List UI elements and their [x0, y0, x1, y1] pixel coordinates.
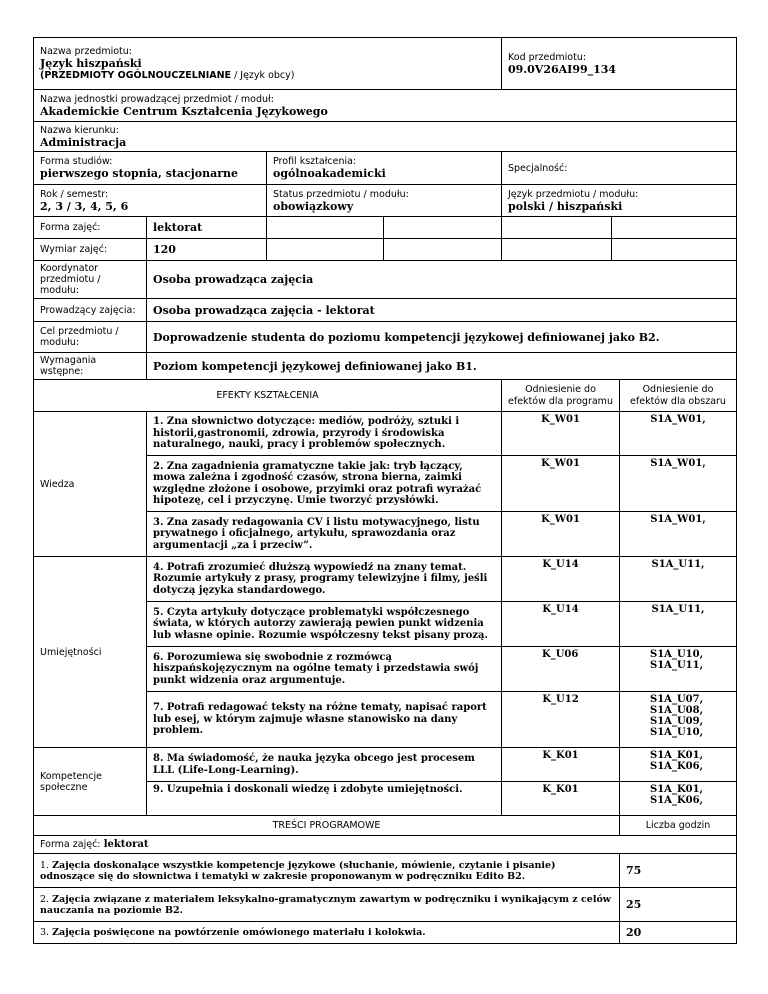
hours-value: 120 [147, 239, 267, 261]
effect-5: 5. Czyta artykuły dotyczące problematyki współczesnego świata, w których autorzy zawierają pewien punkt widzenia lub własne opinie. Rozumie współczesny tekst pisany prozą. [147, 602, 502, 647]
effects-col-program: Odniesienie do efektów dla programu [502, 380, 620, 412]
group-social: Kompetencje społeczne [34, 748, 147, 816]
form-value: pierwszego stopnia, stacjonarne [40, 167, 239, 180]
content-form-label: Forma zajęć: [40, 838, 101, 850]
content-row-3 [34, 922, 620, 944]
effect-2-area: S1A_W01, [620, 456, 737, 512]
req-value: Poziom kompetencji językowej definiowanej jako B1. [147, 353, 737, 380]
content-form-value: lektorat [103, 838, 149, 850]
effect-8-area: S1A_K01, S1A_K06, [620, 748, 737, 782]
effect-6-area: S1A_U10, S1A_U11, [620, 647, 737, 692]
effect-2-program: K_W01 [502, 456, 620, 512]
content-table [33, 815, 737, 944]
subject-group-rest: / Język obcy) [231, 70, 295, 81]
content-heading: TREŚCI PROGRAMOWE [34, 816, 620, 836]
lang-label: Język przedmiotu / modułu: [508, 188, 639, 200]
year-cell [34, 185, 267, 217]
group-knowledge: Wiedza [34, 412, 147, 557]
effect-5-area: S1A_U11, [620, 602, 737, 647]
profile-cell [267, 152, 502, 185]
header-table [33, 37, 737, 217]
content-row-1-hours: 75 [620, 854, 737, 888]
effect-9-area: S1A_K01, S1A_K06, [620, 782, 737, 816]
year-label: Rok / semestr: [40, 188, 109, 200]
content-row-3-num: 3. [40, 927, 50, 938]
content-row-3-text: Zajęcia poświęcone na powtórzenie omówionego materiału i kolokwia. [52, 927, 426, 938]
lang-cell [502, 185, 737, 217]
content-row-1-num: 1. [40, 859, 50, 871]
content-row-1 [34, 854, 620, 888]
code-cell [502, 38, 737, 90]
group-skills: Umiejętności [34, 557, 147, 748]
teacher-value: Osoba prowadząca zajęcia - lektorat [147, 299, 737, 322]
effect-8-program: K_K01 [502, 748, 620, 782]
effect-7-area: S1A_U07, S1A_U08, S1A_U09, S1A_U10, [620, 692, 737, 748]
code-label: Kod przedmiotu: [508, 51, 587, 63]
class-form-value: lektorat [147, 217, 267, 239]
effect-7-program: K_U12 [502, 692, 620, 748]
class-form-label: Forma zajęć: [34, 217, 147, 239]
effect-1-program: K_W01 [502, 412, 620, 456]
unit-value: Akademickie Centrum Kształcenia Językowego [40, 104, 328, 118]
year-value: 2, 3 / 3, 4, 5, 6 [40, 199, 129, 213]
status-label: Status przedmiotu / modułu: [273, 188, 409, 200]
spec-cell [502, 152, 737, 185]
req-label: Wymagania wstępne: [34, 353, 147, 380]
field-cell [34, 122, 737, 152]
effect-4-program: K_U14 [502, 557, 620, 602]
effect-4: 4. Potrafi zrozumieć dłuższą wypowiedź na znany temat. Rozumie artykuły z prasy, programy telewizyjne i filmy, jeśli dotyczą języka standardowego. [147, 557, 502, 602]
form-label: Forma studiów: [40, 156, 113, 167]
syllabus-page [33, 37, 736, 944]
effect-1-area: S1A_W01, [620, 412, 737, 456]
subject-group: (PRZEDMIOTY OGÓLNOUCZELNIANE [40, 70, 232, 81]
effect-8: 8. Ma świadomość, że nauka języka obcego jest procesem LLL (Life-Long-Learning). [147, 748, 502, 782]
profile-label: Profil kształcenia: [273, 156, 357, 167]
effect-4-area: S1A_U11, [620, 557, 737, 602]
spec-label: Specjalność: [508, 162, 568, 174]
profile-value: ogólnoakademicki [273, 167, 386, 180]
content-row-2-text: Zajęcia związane z materiałem leksykalno-gramatycznym zawartym w podręczniku i wynikającym z celów nauczania na poziomie B2. [40, 893, 611, 916]
teacher-label: Prowadzący zajęcia: [34, 299, 147, 322]
effect-1: 1. Zna słownictwo dotyczące: mediów, podróży, sztuki i historii,gastronomii, zdrowia, przyrody i środowiska naturalnego, nauki, pracy i problemów społecznych. [147, 412, 502, 456]
content-form-row [34, 836, 737, 854]
effect-7: 7. Potrafi redagować teksty na różne tematy, napisać raport lub esej, w którym zajmuje własne stanowisko na dany problem. [147, 692, 502, 748]
unit-label: Nazwa jednostki prowadzącej przedmiot / moduł: [40, 93, 274, 105]
effect-2: 2. Zna zagadnienia gramatyczne takie jak: tryb łączący, mowa zależna i zgodność czasów, strona bierna, zaimki względne złożone i osobowe, przyimki oraz potrafi wyrażać hipotezę, cel i przyczynę. Umie tworzyć przysłówki. [147, 456, 502, 512]
effects-heading: EFEKTY KSZTAŁCENIA [34, 380, 502, 412]
classes-table [33, 216, 737, 261]
hours-label: Wymiar zajęć: [34, 239, 147, 261]
subject-cell [34, 38, 502, 90]
unit-cell [34, 90, 737, 122]
effect-9-program: K_K01 [502, 782, 620, 816]
effect-6-program: K_U06 [502, 647, 620, 692]
lang-value: polski / hiszpański [508, 199, 623, 213]
effect-9: 9. Uzupełnia i doskonali wiedzę i zdobyte umiejętności. [147, 782, 502, 816]
effects-col-area: Odniesienie do efektów dla obszaru [620, 380, 737, 412]
form-cell [34, 152, 267, 185]
info-table [33, 260, 737, 380]
content-row-2 [34, 888, 620, 922]
content-row-2-hours: 25 [620, 888, 737, 922]
effect-3-area: S1A_W01, [620, 512, 737, 557]
effect-6: 6. Porozumiewa się swobodnie z rozmówcą hiszpańskojęzycznym na ogólne tematy i przedstawia swój punkt widzenia oraz argumentuje. [147, 647, 502, 692]
coord-value: Osoba prowadząca zajęcia [147, 261, 737, 299]
content-row-3-hours: 20 [620, 922, 737, 944]
field-label: Nazwa kierunku: [40, 124, 119, 136]
effect-5-program: K_U14 [502, 602, 620, 647]
goal-value: Doprowadzenie studenta do poziomu kompetencji językowej definiowanej jako B2. [147, 322, 737, 353]
content-row-1-text: Zajęcia doskonalące wszystkie kompetencje językowe (słuchanie, mówienie, czytanie i pisanie) odnoszące się do słownictwa i tematyki w zakresie proponowanym w podręczniku Edito B2. [40, 859, 556, 882]
field-value: Administracja [40, 135, 127, 149]
effect-3: 3. Zna zasady redagowania CV i listu motywacyjnego, listu prywatnego i oficjalnego, artykułu, sprawozdania oraz argumentacji „za i przeciw”. [147, 512, 502, 557]
subject-label: Nazwa przedmiotu: [40, 46, 132, 57]
content-row-2-num: 2. [40, 893, 50, 905]
status-cell [267, 185, 502, 217]
status-value: obowiązkowy [273, 199, 354, 213]
coord-label: Koordynator przedmiotu / modułu: [34, 261, 147, 299]
effects-table [33, 379, 737, 816]
effect-3-program: K_W01 [502, 512, 620, 557]
content-hours-heading: Liczba godzin [620, 816, 737, 836]
subject-name: Język hiszpański [40, 57, 142, 70]
code-value: 09.0V26AI99_134 [508, 62, 617, 76]
goal-label: Cel przedmiotu / modułu: [34, 322, 147, 353]
